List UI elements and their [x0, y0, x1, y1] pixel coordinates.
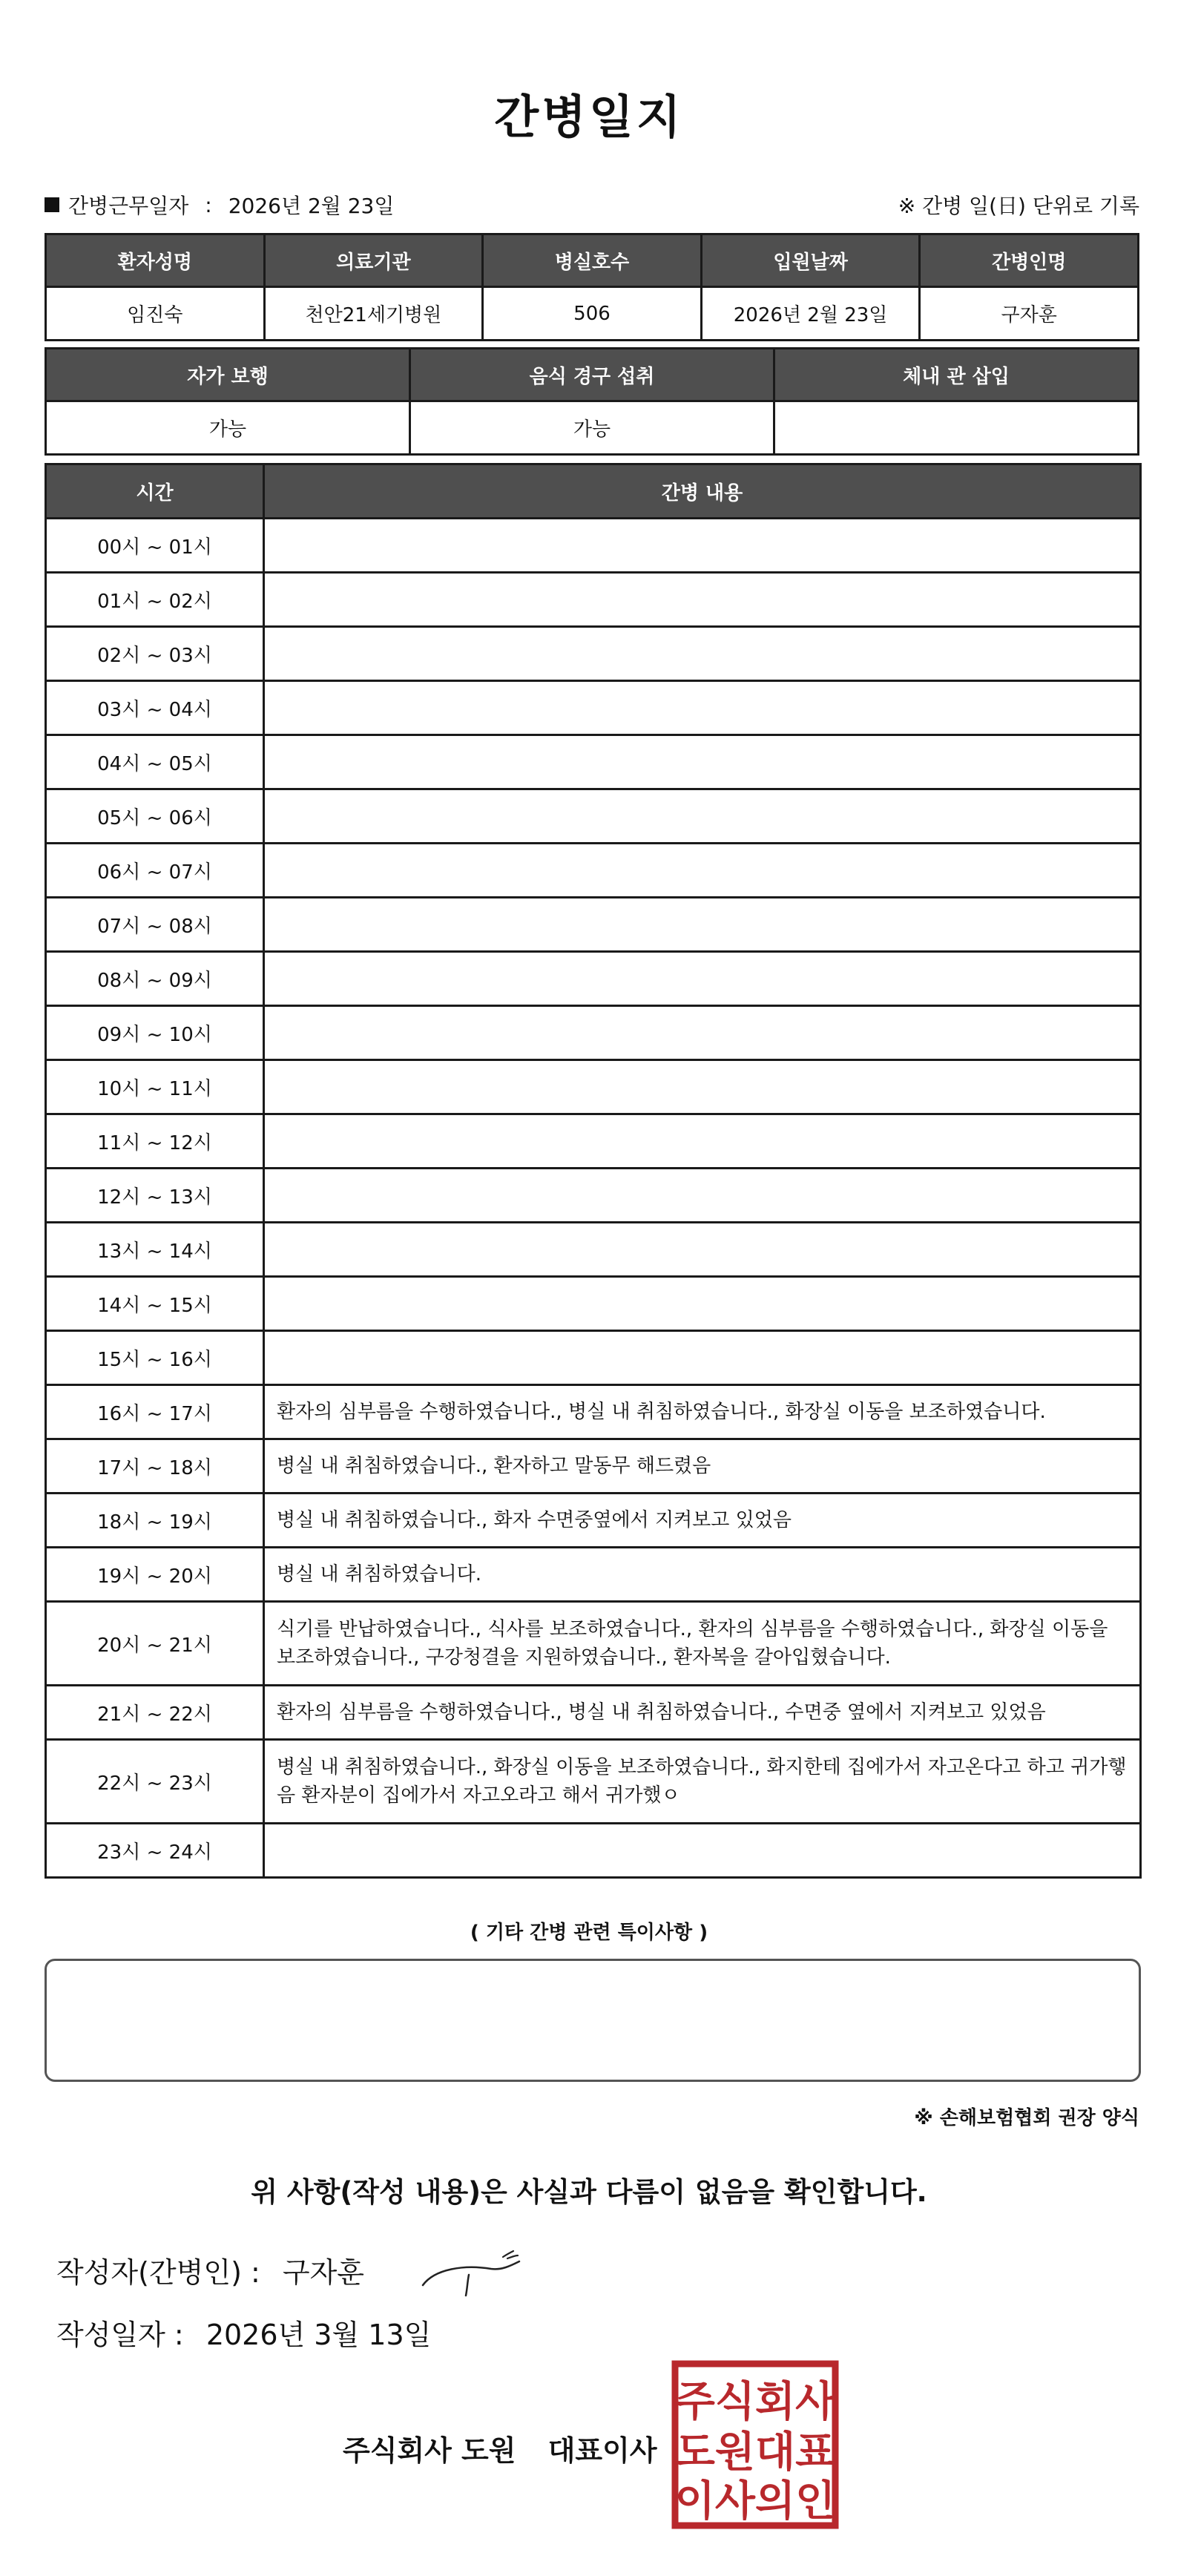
room-number: 506 [483, 287, 702, 341]
work-date-label: 간병근무일자 [68, 194, 189, 218]
tube-insertion [774, 401, 1139, 455]
writer-label: 작성자(간병인) : [56, 2256, 260, 2289]
table-row [46, 1223, 1141, 1277]
table-row [46, 681, 1141, 735]
log-time: 20시 ~ 21시 [46, 1602, 264, 1686]
log-time: 21시 ~ 22시 [46, 1686, 264, 1740]
table-row [46, 735, 1141, 789]
table-row [46, 1548, 1141, 1602]
log-time: 10시 ~ 11시 [46, 1060, 264, 1114]
hourly-log-table [45, 463, 1142, 1879]
info-header-row [46, 234, 1139, 287]
page-title: 간병일지 [494, 90, 684, 144]
table-row [46, 1602, 1141, 1686]
company-seal-icon [671, 2359, 840, 2530]
square-bullet-icon [45, 197, 59, 212]
log-content [264, 681, 1141, 735]
company-line [343, 2428, 657, 2468]
log-content [264, 1331, 1141, 1385]
table-row [46, 1060, 1141, 1114]
log-content: 식기를 반납하였습니다., 식사를 보조하였습니다., 환자의 심부름을 수행하였습니다., 화장실 이동을 보조하였습니다., 구강청결을 지원하였습니다., 환자복을 갈아입혔습니다. [264, 1602, 1141, 1686]
patient-info-table [45, 233, 1139, 341]
hospital: 천안21세기병원 [264, 287, 483, 341]
company-name: 주식회사 도원 [343, 2434, 516, 2467]
header-time: 시간 [46, 464, 264, 519]
info-value-row [46, 287, 1139, 341]
log-header-row [46, 464, 1141, 519]
log-time: 12시 ~ 13시 [46, 1169, 264, 1223]
table-row [46, 1439, 1141, 1494]
table-row [46, 1114, 1141, 1169]
log-content [264, 627, 1141, 681]
header-patient-name: 환자성명 [46, 234, 265, 287]
unit-note: ※ 간병 일(日) 단위로 기록 [898, 194, 1139, 218]
table-row [46, 898, 1141, 952]
log-time: 04시 ~ 05시 [46, 735, 264, 789]
writer-name: 구자훈 [282, 2256, 364, 2289]
signature-icon [420, 2247, 524, 2299]
table-row [46, 844, 1141, 898]
write-date-line [56, 2312, 431, 2353]
patient-status-table [45, 347, 1139, 456]
log-content: 환자의 심부름을 수행하였습니다., 병실 내 취침하였습니다., 수면중 옆에서 지켜보고 있었음 [264, 1686, 1141, 1740]
log-time: 18시 ~ 19시 [46, 1494, 264, 1548]
log-time: 14시 ~ 15시 [46, 1277, 264, 1331]
log-time: 01시 ~ 02시 [46, 573, 264, 627]
log-time: 05시 ~ 06시 [46, 789, 264, 844]
patient-name: 임진숙 [46, 287, 265, 341]
notes-box [45, 1959, 1141, 2082]
log-time: 13시 ~ 14시 [46, 1223, 264, 1277]
write-date-value: 2026년 3월 13일 [205, 2319, 432, 2351]
log-time: 22시 ~ 23시 [46, 1740, 264, 1824]
log-time: 19시 ~ 20시 [46, 1548, 264, 1602]
header-room: 병실호수 [483, 234, 702, 287]
log-content [264, 952, 1141, 1006]
caregiver-name: 구자훈 [920, 287, 1139, 341]
log-time: 03시 ~ 04시 [46, 681, 264, 735]
table-row [46, 1331, 1141, 1385]
log-content [264, 1006, 1141, 1060]
log-time: 09시 ~ 10시 [46, 1006, 264, 1060]
log-content: 병실 내 취침하였습니다., 화자 수면중옆에서 지켜보고 있었음 [264, 1494, 1141, 1548]
oral-intake: 가능 [410, 401, 774, 455]
seal-line-3: 이사의인 [674, 2477, 836, 2526]
log-content: 병실 내 취침하였습니다., 화장실 이동을 보조하였습니다., 화지한테 집에가서 자고온다고 하고 귀가햏음 환자분이 집에가서 자고오라고 해서 귀가했ㅇ [264, 1740, 1141, 1824]
log-content: 병실 내 취침하였습니다., 환자하고 말동무 해드렸음 [264, 1439, 1141, 1494]
company-title: 대표이사 [547, 2434, 657, 2467]
log-content [264, 1060, 1141, 1114]
log-time: 00시 ~ 01시 [46, 519, 264, 573]
log-time: 07시 ~ 08시 [46, 898, 264, 952]
header-hospital: 의료기관 [264, 234, 483, 287]
header-tube: 체내 관 삽입 [774, 349, 1139, 401]
log-content [264, 898, 1141, 952]
log-content [264, 1824, 1141, 1878]
table-row [46, 1494, 1141, 1548]
work-date-sep: : [205, 192, 212, 217]
table-row [46, 789, 1141, 844]
table-row [46, 1006, 1141, 1060]
log-content [264, 789, 1141, 844]
table-row [46, 1385, 1141, 1439]
log-content [264, 844, 1141, 898]
header-admission-date: 입원날짜 [701, 234, 920, 287]
table-row [46, 519, 1141, 573]
log-time: 08시 ~ 09시 [46, 952, 264, 1006]
log-content [264, 1114, 1141, 1169]
header-content: 간병 내용 [264, 464, 1141, 519]
seal-line-2: 도원대표 [674, 2428, 836, 2477]
work-date-value: 2026년 2월 23일 [228, 194, 395, 218]
log-content [264, 1277, 1141, 1331]
table-row [46, 1740, 1141, 1824]
log-content [264, 519, 1141, 573]
log-time: 16시 ~ 17시 [46, 1385, 264, 1439]
status-header-row [46, 349, 1139, 401]
log-time: 06시 ~ 07시 [46, 844, 264, 898]
table-row [46, 627, 1141, 681]
table-row [46, 952, 1141, 1006]
status-value-row [46, 401, 1139, 455]
log-time: 17시 ~ 18시 [46, 1439, 264, 1494]
header-caregiver: 간병인명 [920, 234, 1139, 287]
log-time: 23시 ~ 24시 [46, 1824, 264, 1878]
log-time: 15시 ~ 16시 [46, 1331, 264, 1385]
log-content [264, 1223, 1141, 1277]
notes-title: ( 기타 간병 관련 특이사항 ) [470, 1922, 708, 1944]
work-date [45, 190, 394, 220]
writer-line [56, 2250, 364, 2290]
table-row [46, 1277, 1141, 1331]
self-walking: 가능 [46, 401, 410, 455]
table-row [46, 1686, 1141, 1740]
header-oral-intake: 음식 경구 섭취 [410, 349, 774, 401]
write-date-label: 작성일자 : [56, 2319, 184, 2351]
log-content [264, 735, 1141, 789]
admission-date: 2026년 2월 23일 [701, 287, 920, 341]
log-content [264, 573, 1141, 627]
log-time: 02시 ~ 03시 [46, 627, 264, 681]
log-content [264, 1169, 1141, 1223]
log-content: 환자의 심부름을 수행하였습니다., 병실 내 취침하였습니다., 화장실 이동을 보조하였습니다. [264, 1385, 1141, 1439]
recommend-note: ※ 손해보험협회 권장 양식 [914, 2107, 1139, 2129]
table-row [46, 1824, 1141, 1878]
header-self-walking: 자가 보행 [46, 349, 410, 401]
seal-line-1: 주식회사 [674, 2378, 836, 2426]
confirm-statement: 위 사항(작성 내용)은 사실과 다름이 없음을 확인합니다. [251, 2176, 927, 2208]
table-row [46, 573, 1141, 627]
log-content: 병실 내 취침하였습니다. [264, 1548, 1141, 1602]
log-time: 11시 ~ 12시 [46, 1114, 264, 1169]
table-row [46, 1169, 1141, 1223]
